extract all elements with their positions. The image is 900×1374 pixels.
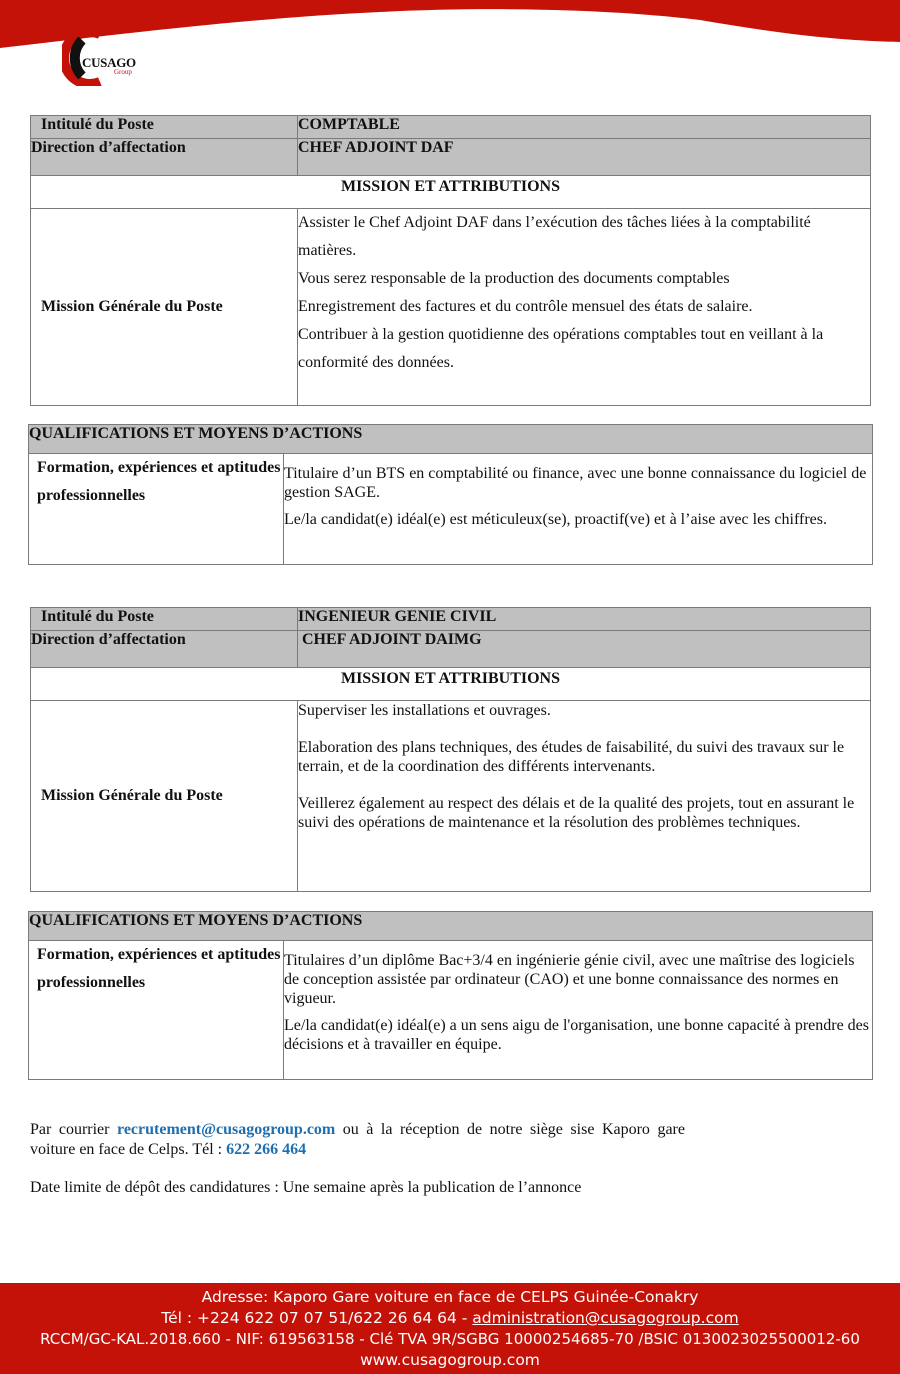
direction-label: Direction d’affectation — [31, 139, 298, 176]
title-value: INGENIEUR GENIE CIVIL — [298, 608, 871, 631]
application-deadline: Date limite de dépôt des candidatures : Une semaine après la publication de l’annonce — [30, 1179, 582, 1196]
logo-subtext: Group — [114, 68, 132, 76]
mission-line: Superviser les installations et ouvrages. — [298, 702, 551, 719]
footer-legal: RCCM/GC-KAL.2018.660 - NIF: 619563158 - Clé TVA 9R/SGBG 10000254685-70 /BSIC 0130023025500012-60 — [40, 1330, 860, 1348]
qualifications-content — [284, 454, 873, 565]
contact-prefix: Par courrier — [30, 1121, 117, 1138]
qualification-line: Titulaire d’un BTS en comptabilité ou finance, avec une bonne connaissance du logiciel de gestion SAGE. — [284, 465, 867, 501]
job-1-qualifications-table — [28, 424, 873, 565]
direction-value: CHEF ADJOINT DAIMG — [298, 631, 871, 668]
recruitment-email-link[interactable]: recrutement@cusagogroup.com — [117, 1121, 336, 1138]
logo-text: CUSAGO — [82, 55, 136, 70]
footer-email-link[interactable]: administration@cusagogroup.com — [472, 1309, 739, 1327]
application-instructions — [30, 1120, 685, 1160]
direction-label: Direction d’affectation — [31, 631, 298, 668]
mission-heading: MISSION ET ATTRIBUTIONS — [31, 668, 871, 701]
footer-website[interactable]: www.cusagogroup.com — [360, 1351, 540, 1369]
title-label: Intitulé du Poste — [31, 608, 298, 631]
mission-label: Mission Générale du Poste — [31, 701, 298, 892]
qualifications-label: Formation, expériences et aptitudes professionnelles — [29, 941, 284, 1080]
mission-heading: MISSION ET ATTRIBUTIONS — [31, 176, 871, 209]
phone-number[interactable]: 622 266 464 — [226, 1141, 307, 1158]
job-2-qualifications-table — [28, 911, 873, 1080]
mission-line: Contribuer à la gestion quotidienne des opérations comptables tout en veillant à la conformité des données. — [298, 326, 824, 371]
mission-line: Enregistrement des factures et du contrôle mensuel des états de salaire. — [298, 298, 753, 315]
footer-phone-line — [0, 1308, 900, 1329]
mission-content — [298, 701, 871, 892]
footer-address: Adresse: Kaporo Gare voiture en face de CELPS Guinée-Conakry — [201, 1288, 699, 1306]
contact-middle: ou à la réception de notre siège sise Kaporo gare voiture en face de Celps. Tél : — [30, 1121, 685, 1158]
title-label: Intitulé du Poste — [31, 116, 298, 139]
footer — [0, 1283, 900, 1374]
mission-line: Vous serez responsable de la production des documents comptables — [298, 270, 730, 287]
qualifications-label: Formation, expériences et aptitudes professionnelles — [29, 454, 284, 565]
qualifications-heading: QUALIFICATIONS ET MOYENS D’ACTIONS — [29, 425, 873, 454]
job-1-header-table — [30, 115, 871, 406]
qualifications-heading: QUALIFICATIONS ET MOYENS D’ACTIONS — [29, 912, 873, 941]
mission-label: Mission Générale du Poste — [31, 209, 298, 406]
footer-phone: Tél : +224 622 07 07 51/622 26 64 64 - — [161, 1309, 473, 1327]
direction-value: CHEF ADJOINT DAF — [298, 139, 871, 176]
mission-line: Assister le Chef Adjoint DAF dans l’exécution des tâches liées à la comptabilité matières. — [298, 214, 811, 259]
title-value: COMPTABLE — [298, 116, 871, 139]
mission-content — [298, 209, 871, 406]
qualification-line: Le/la candidat(e) idéal(e) est méticuleux(se), proactif(ve) et à l’aise avec les chiffres. — [284, 511, 827, 528]
mission-line: Veillerez également au respect des délais et de la qualité des projets, tout en assurant le suivi des opérations de maintenance et la résolution des problèmes techniques. — [298, 795, 855, 831]
qualification-line: Le/la candidat(e) idéal(e) a un sens aigu de l'organisation, une bonne capacité à prendre des décisions et à travailler en équipe. — [284, 1017, 869, 1053]
qualifications-content — [284, 941, 873, 1080]
qualification-line: Titulaires d’un diplôme Bac+3/4 en ingénierie génie civil, avec une maîtrise des logiciels de conception assistée par ordinateur (CAO) et une bonne connaissance des normes en vigueur. — [284, 952, 855, 1007]
job-2-header-table — [30, 607, 871, 892]
mission-line: Elaboration des plans techniques, des études de faisabilité, du suivi des travaux sur le terrain, et de la coordination des différents intervenants. — [298, 739, 845, 775]
